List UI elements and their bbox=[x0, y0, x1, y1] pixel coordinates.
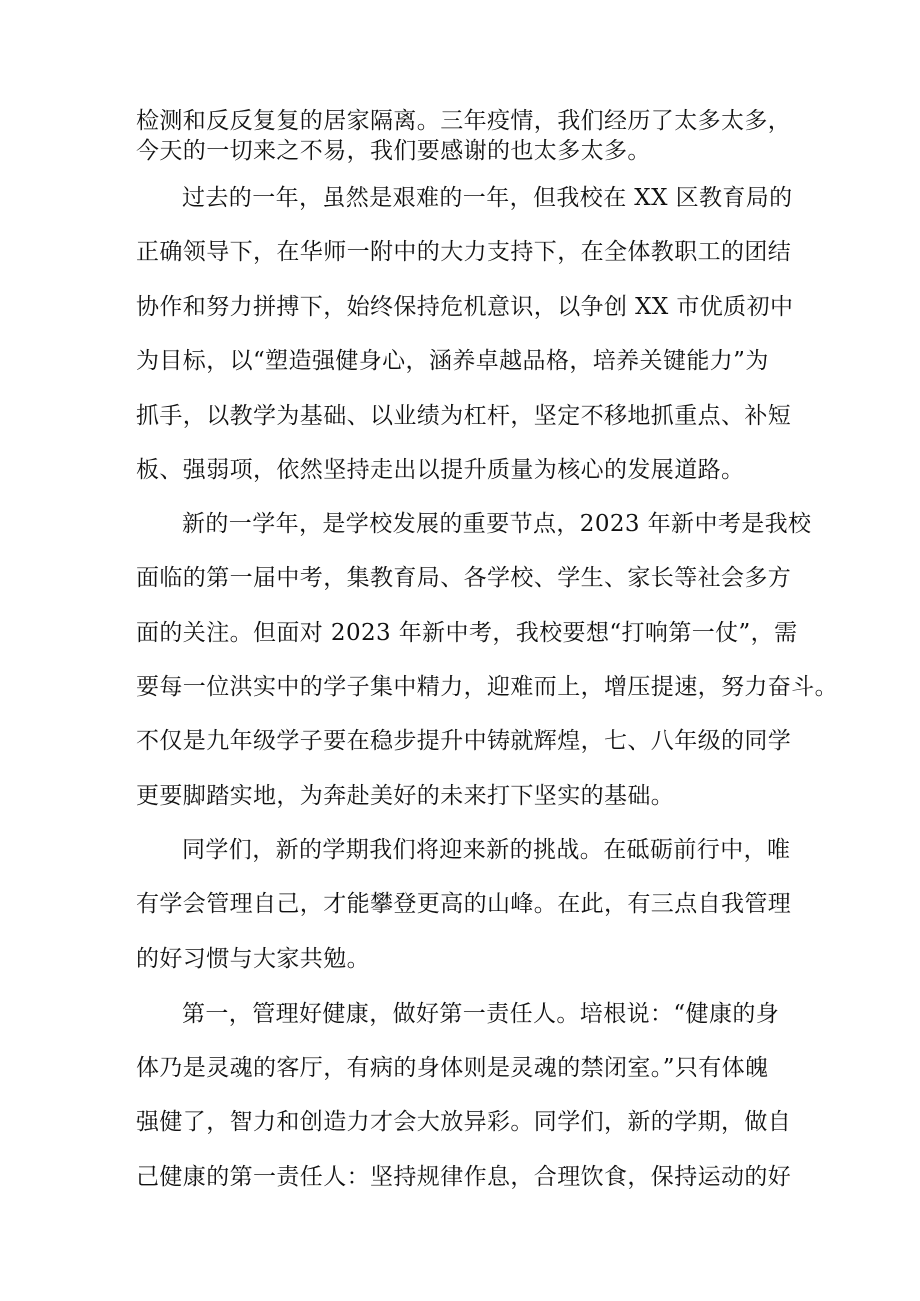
paragraph-first-line: 同学们，新的学期我们将迎来新的挑战。在砥砺前行中，唯 bbox=[182, 837, 791, 863]
text-line: 有学会管理自己，才能攀登更高的山峰。在此，有三点自我管理 bbox=[136, 891, 792, 917]
text-line: 更要脚踏实地，为奔赴美好的未来打下坚实的基础。 bbox=[136, 783, 675, 809]
text-line: 今天的一切来之不易，我们要感谢的也太多太多。 bbox=[136, 138, 651, 164]
text-line: 面的关注。但面对 2023 年新中考，我校要想“打响第一仗”，需 bbox=[136, 620, 798, 646]
text-line: 的好习惯与大家共勉。 bbox=[136, 946, 370, 972]
paragraph-first-line: 第一，管理好健康，做好第一责任人。培根说：“健康的身 bbox=[182, 1001, 780, 1027]
text-line: 不仅是九年级学子要在稳步提升中铸就辉煌，七、八年级的同学 bbox=[136, 728, 792, 754]
text-line: 检测和反反复复的居家隔离。三年疫情，我们经历了太多太多， bbox=[136, 108, 792, 134]
text-line: 板、强弱项，依然坚持走出以提升质量为核心的发展道路。 bbox=[136, 457, 745, 483]
paragraph-first-line: 过去的一年，虽然是艰难的一年，但我校在 XX 区教育局的 bbox=[182, 185, 793, 211]
text-line: 己健康的第一责任人：坚持规律作息，合理饮食，保持运动的好 bbox=[136, 1164, 792, 1190]
text-line: 要每一位洪实中的学子集中精力，迎难而上，增压提速，努力奋斗。 bbox=[136, 674, 838, 700]
text-line: 面临的第一届中考，集教育局、各学校、学生、家长等社会多方 bbox=[136, 565, 792, 591]
text-line: 强健了，智力和创造力才会大放异彩。同学们，新的学期，做自 bbox=[136, 1109, 792, 1135]
text-line: 协作和努力拼搏下，始终保持危机意识，以争创 XX 市优质初中 bbox=[136, 294, 794, 320]
text-line: 正确领导下，在华师一附中的大力支持下，在全体教职工的团结 bbox=[136, 239, 792, 265]
paragraph-first-line: 新的一学年，是学校发展的重要节点，2023 年新中考是我校 bbox=[182, 511, 812, 537]
text-line: 抓手，以教学为基础、以业绩为杠杆，坚定不移地抓重点、补短 bbox=[136, 403, 792, 429]
text-line: 体乃是灵魂的客厅，有病的身体则是灵魂的禁闭室。”只有体魄 bbox=[136, 1055, 769, 1081]
text-line: 为目标，以“塑造强健身心，涵养卓越品格，培养关键能力”为 bbox=[136, 348, 769, 374]
